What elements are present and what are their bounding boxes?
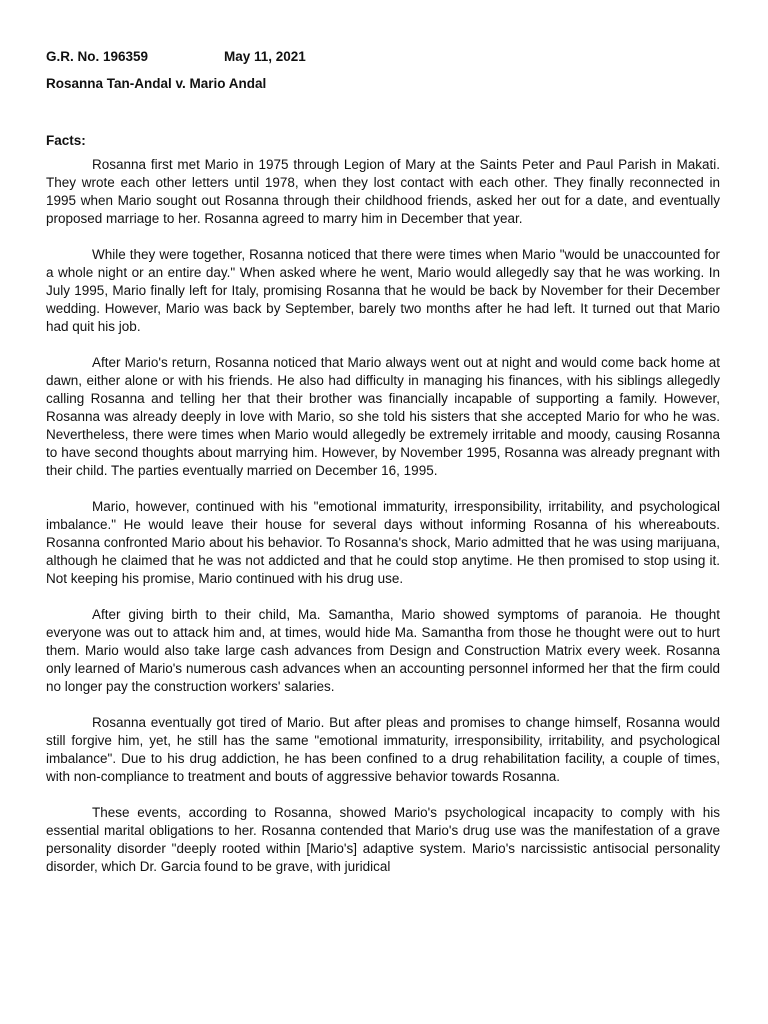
facts-paragraph-6: Rosanna eventually got tired of Mario. But after pleas and promises to change himself, Rosanna would still forgive him, yet, he still has the same "emotional immaturity, irresponsibility, irritability, and psychological imbalance". Due to his drug addiction, he has been confined to a drug rehabilitation facility, a couple of times, with non-compliance to treatment and bouts of aggressive behavior towards Rosanna. [46,715,720,784]
facts-paragraph-4: Mario, however, continued with his "emotional immaturity, irresponsibility, irritability, and psychological imbalance." He would leave their house for several days without informing Rosanna of his whereabouts. Rosanna confronted Mario about his behavior. To Rosanna's shock, Mario admitted that he was using marijuana, although he claimed that he was not addicted and that he could stop anytime. He then promised to stop using it. Not keeping his promise, Mario continued with his drug use. [46,499,720,586]
facts-paragraph-5: After giving birth to their child, Ma. Samantha, Mario showed symptoms of paranoia. He thought everyone was out to attack him and, at times, would hide Ma. Samantha from those he thought were out to hurt them. Mario would also take large cash advances from Design and Construction Matrix every week. Rosanna only learned of Mario's numerous cash advances when an accounting personnel informed her that the firm could no longer pay the construction workers' salaries. [46,607,720,694]
gr-number: G.R. No. 196359 [46,49,149,64]
facts-paragraph-2: While they were together, Rosanna noticed that there were times when Mario "would be unaccounted for a whole night or an entire day." When asked where he went, Mario would allegedly say that he was working. In July 1995, Mario finally left for Italy, promising Rosanna that he would be back by November for their December wedding. However, Mario was back by September, barely two months after he had left. It turned out that Mario had quit his job. [46,247,720,334]
case-header [46,48,720,66]
facts-paragraph-3: After Mario's return, Rosanna noticed that Mario always went out at night and would come back home at dawn, either alone or with his friends. He also had difficulty in managing his finances, with his siblings allegedly calling Rosanna and telling her that their brother was financially incapable of supporting a family. However, Rosanna was already deeply in love with Mario, so she told his sisters that she accepted Mario for who he was. Nevertheless, there were times when Mario would allegedly be extremely irritable and moody, causing Rosanna to have second thoughts about marrying him. However, by November 1995, Rosanna was already pregnant with their child. The parties eventually married on December 16, 1995. [46,355,720,478]
facts-heading: Facts: [46,133,86,148]
case-date: May 11, 2021 [224,49,306,64]
facts-paragraph-1: Rosanna first met Mario in 1975 through Legion of Mary at the Saints Peter and Paul Parish in Makati. They wrote each other letters until 1978, when they lost contact with each other. They finally reconnected in 1995 when Mario sought out Rosanna through their childhood friends, asked her out for a date, and eventually proposed marriage to her. Rosanna agreed to marry him in December that year. [46,157,720,226]
facts-body [46,156,720,876]
facts-paragraph-7: These events, according to Rosanna, showed Mario's psychological incapacity to comply with his essential marital obligations to her. Rosanna contended that Mario's drug use was the manifestation of a grave personality disorder "deeply rooted within [Mario's] adaptive system. Mario's narcissistic antisocial personality disorder, which Dr. Garcia found to be grave, with juridical [46,805,720,874]
case-title: Rosanna Tan-Andal v. Mario Andal [46,76,267,91]
